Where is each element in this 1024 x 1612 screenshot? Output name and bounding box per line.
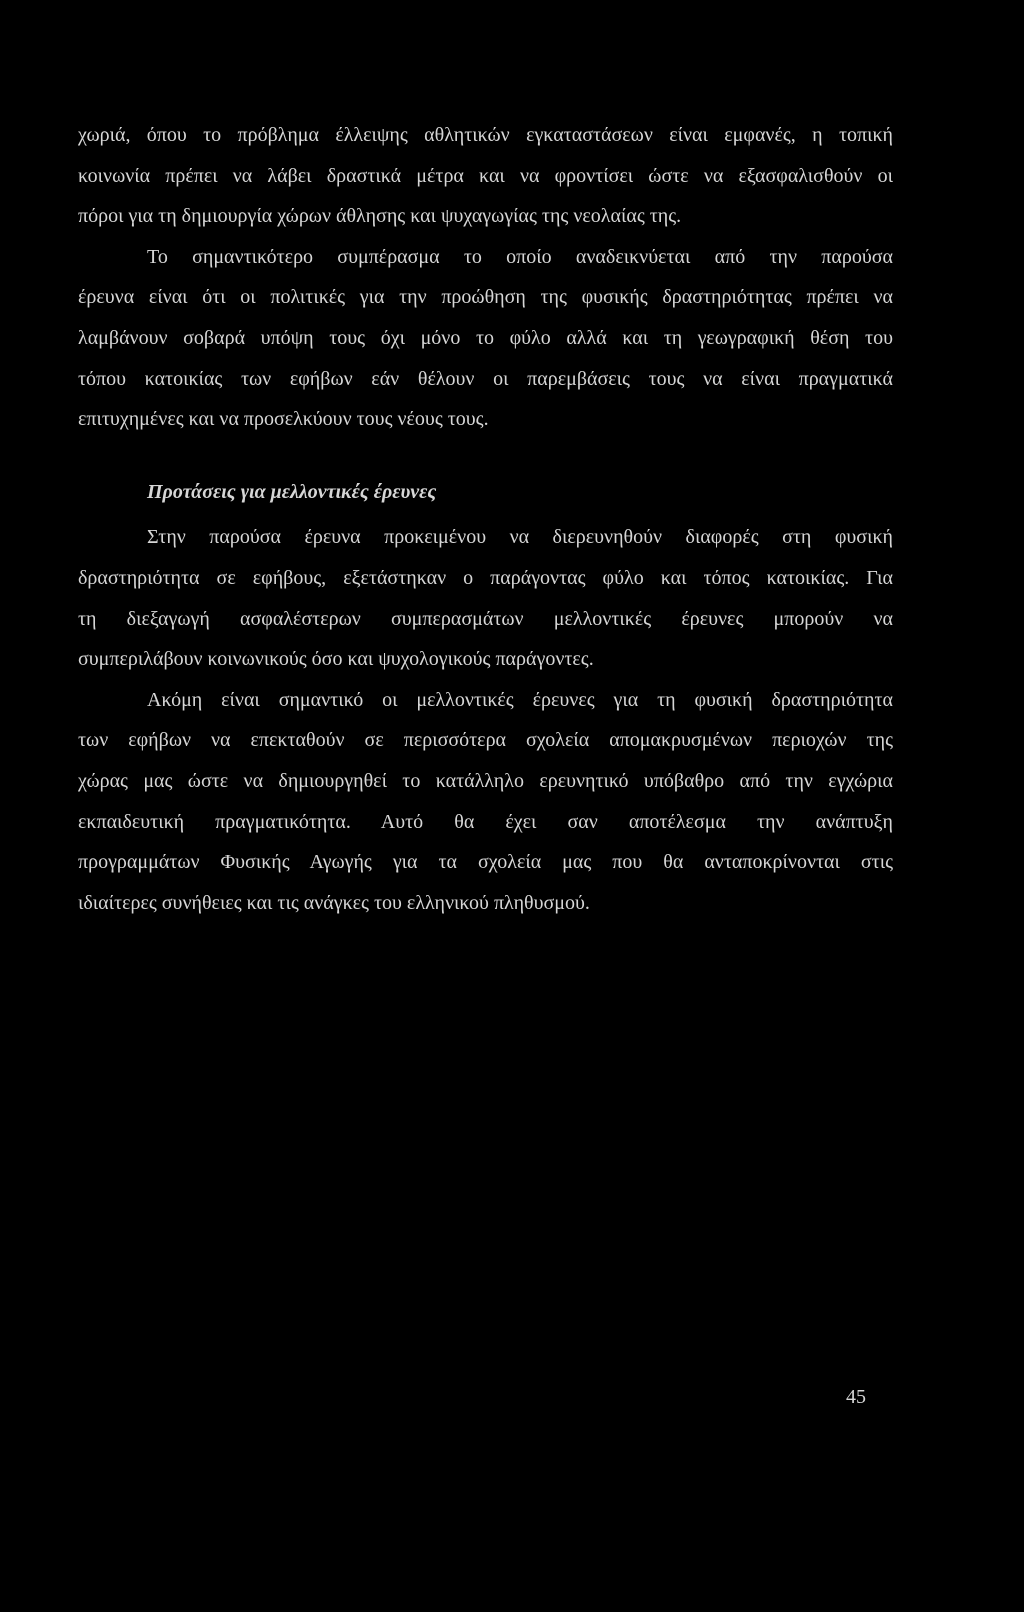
paragraph-line: προγραμμάτων Φυσικής Αγωγής για τα σχολεία μας που θα ανταποκρίνονται στις	[78, 851, 893, 874]
paragraph-line: λαμβάνουν σοβαρά υπόψη τους όχι μόνο το φύλο αλλά και τη γεωγραφική θέση του	[78, 326, 893, 349]
paragraph-3	[78, 517, 893, 679]
paragraph-last-line: επιτυχημένες και να προσελκύουν τους νέους τους.	[78, 408, 489, 431]
paragraph-line: τη διεξαγωγή ασφαλέστερων συμπερασμάτων μελλοντικές έρευνες μπορούν να	[78, 607, 893, 630]
paragraph-line: δραστηριότητα σε εφήβους, εξετάστηκαν ο παράγοντας φύλο και τόπος κατοικίας. Για	[78, 566, 893, 589]
paragraph-first-line: Το σημαντικότερο συμπέρασμα το οποίο αναδεικνύεται από την παρούσα	[147, 245, 893, 268]
body-text	[78, 115, 893, 923]
paragraph-last-line: ιδιαίτερες συνήθειες και τις ανάγκες του ελληνικού πληθυσμού.	[78, 891, 590, 914]
page-number: 45	[846, 1386, 866, 1408]
paragraph-line: έρευνα είναι ότι οι πολιτικές για την προώθηση της φυσικής δραστηριότητας πρέπει να	[78, 286, 893, 309]
paragraph-4	[78, 680, 893, 924]
paragraph-last-line: πόροι για τη δημιουργία χώρων άθλησης και ψυχαγωγίας της νεολαίας της.	[78, 205, 682, 228]
paragraph-1	[78, 115, 893, 237]
paragraph-line: χωριά, όπου το πρόβλημα έλλειψης αθλητικών εγκαταστάσεων είναι εμφανές, η τοπική	[78, 124, 893, 146]
paragraph-line: χώρας μας ώστε να δημιουργηθεί το κατάλληλο ερευνητικό υπόβαθρο από την εγχώρια	[78, 769, 893, 792]
section-heading: Προτάσεις για μελλοντικές έρευνες	[147, 480, 437, 503]
paragraph-2	[78, 237, 893, 440]
paragraph-line: των εφήβων να επεκταθούν σε περισσότερα σχολεία απομακρυσμένων περιοχών της	[78, 729, 893, 752]
paragraph-last-line: συμπεριλάβουν κοινωνικούς όσο και ψυχολογικούς παράγοντες.	[78, 648, 594, 671]
paragraph-line: εκπαιδευτική πραγματικότητα. Αυτό θα έχει σαν αποτέλεσμα την ανάπτυξη	[78, 810, 893, 833]
paragraph-first-line: Ακόμη είναι σημαντικό οι μελλοντικές έρευνες για τη φυσική δραστηριότητα	[147, 688, 893, 711]
paragraph-line: κοινωνία πρέπει να λάβει δραστικά μέτρα και να φροντίσει ώστε να εξασφαλισθούν οι	[78, 164, 893, 187]
paragraph-first-line: Στην παρούσα έρευνα προκειμένου να διερευνηθούν διαφορές στη φυσική	[147, 526, 893, 549]
paragraph-line: τόπου κατοικίας των εφήβων εάν θέλουν οι παρεμβάσεις τους να είναι πραγματικά	[78, 367, 893, 390]
